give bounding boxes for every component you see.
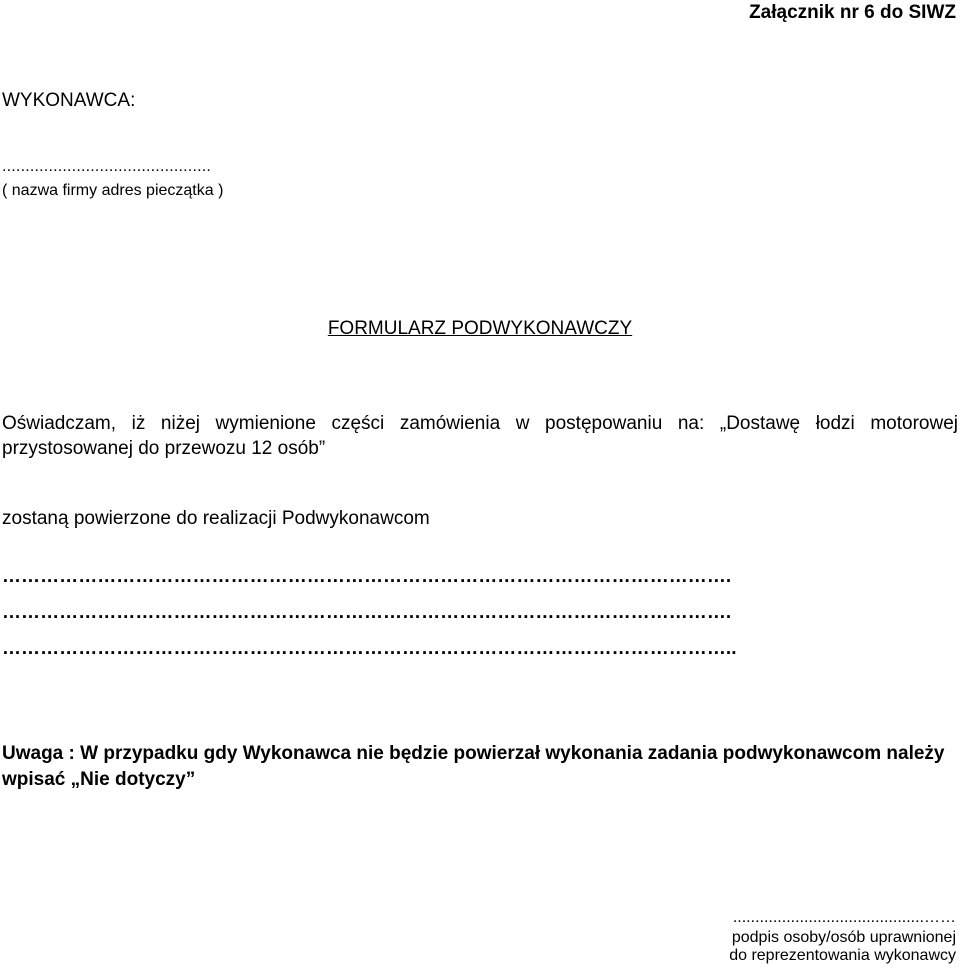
statement-paragraph: Oświadczam, iż niżej wymienione części zamówienia w postępowaniu na: „Dostawę łodzi motorowej przystosowanej do przewozu 12 osób”	[2, 413, 958, 459]
fill-in-line: ……………………………………………………………………………………………………..	[2, 638, 737, 659]
entrusted-text: zostaną powierzone do realizacji Podwykonawcom	[2, 508, 430, 529]
signature-caption-line1: podpis osoby/osób uprawnionej	[731, 929, 956, 946]
stamp-caption: ( nazwa firmy adres pieczątka )	[2, 182, 224, 199]
signature-placeholder-dots: ...........................................……	[732, 909, 956, 926]
signature-caption-line2: do reprezentowania wykonawcy	[729, 947, 956, 964]
form-title: FORMULARZ PODWYKONAWCZY	[327, 318, 633, 339]
fill-in-line: …………………………………………………………………………………………………….	[2, 566, 732, 587]
note-paragraph: Uwaga : W przypadku gdy Wykonawca nie będzie powierzał wykonania zadania podwykonawcom należy wpisać „Nie dotyczy”	[2, 743, 945, 790]
contractor-label: WYKONAWCA:	[2, 90, 136, 111]
stamp-placeholder-dots: .............................................	[2, 158, 212, 175]
attachment-label: Załącznik nr 6 do SIWZ	[749, 2, 956, 23]
fill-in-line: …………………………………………………………………………………………………….	[2, 602, 732, 623]
